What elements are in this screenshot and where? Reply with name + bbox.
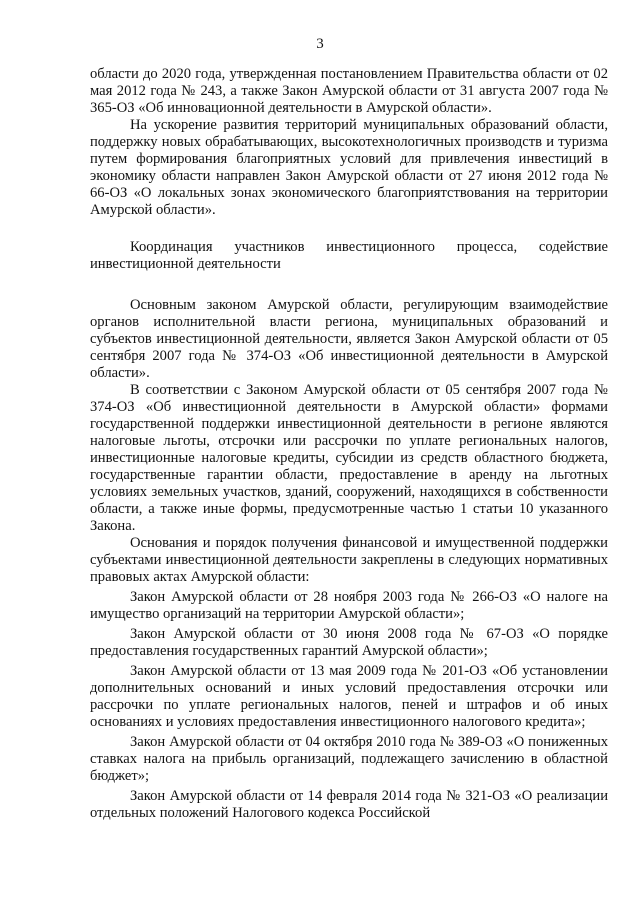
law-item-profit-tax: Закон Амурской области от 04 октября 2010 года № 389-ОЗ «О пониженных ставках налога на прибыль организаций, подлежащего зачислению в областной бюджет»; [90,734,608,784]
law-item-tax-code: Закон Амурской области от 14 февраля 2014 года № 321-ОЗ «О реализации отдельных положений Налогового кодекса Российской [90,788,608,821]
page-number: 3 [316,36,324,52]
paragraph-legal-acts-intro: Основания и порядок получения финансовой и имущественной поддержки субъектами инвестиционной деятельности закреплены в следующих нормативных правовых актах Амурской области: [90,535,608,585]
paragraph-local-zones: На ускорение развития территорий муниципальных образований области, поддержку новых обрабатывающих, высокотехнологичных производств и туризма путем формирования благоприятных условий для привлечения инвестиций в экономику области направлен Закон Амурской области от 27 июня 2012 года № 66-ОЗ «О локальных зонах экономического благоприятствования на территории Амурской области». [90,117,608,218]
paragraph-state-program: области до 2020 года, утвержденная постановлением Правительства области от 02 мая 2012 года № 243, а также Закон Амурской области от 31 августа 2007 года № 365-ОЗ «Об инновационной деятельности в Амурской области». [90,66,608,116]
section-heading: Координация участников инвестиционного процесса, содействие инвестиционной деятельности [90,239,608,272]
law-item-property-tax: Закон Амурской области от 28 ноября 2003 года № 266-ОЗ «О налоге на имущество организаций на территории Амурской области»; [90,589,608,622]
law-item-state-guarantees: Закон Амурской области от 30 июня 2008 года № 67-ОЗ «О порядке предоставления государственных гарантий Амурской области»; [90,626,608,659]
paragraph-support-forms: В соответствии с Законом Амурской области от 05 сентября 2007 года № 374-ОЗ «Об инвестиционной деятельности в Амурской области» формами государственной поддержки инвестиционной деятельности в регионе являются налоговые льготы, отсрочки или рассрочки по уплате региональных налогов, инвестиционные налоговые кредиты, субсидии из средств областного бюджета, государственные гарантии области, предоставление в аренду на льготных условиях земельных участков, зданий, сооружений, находящихся в собственности области, а также иные формы, предусмотренные частью 1 статьи 10 указанного Закона. [90,382,608,534]
law-item-tax-deferral: Закон Амурской области от 13 мая 2009 года № 201-ОЗ «Об установлении дополнительных оснований и иных условий предоставления отсрочки или рассрочки по уплате региональных налогов, пеней и штрафов и об иных основаниях и условиях предоставления инвестиционного налогового кредита»; [90,663,608,730]
paragraph-main-law: Основным законом Амурской области, регулирующим взаимодействие органов исполнительной власти региона, муниципальных образований и субъектов инвестиционной деятельности, является Закон Амурской области от 05 сентября 2007 года № 374-ОЗ «Об инвестиционной деятельности в Амурской области». [90,297,608,381]
document-body [90,66,608,822]
